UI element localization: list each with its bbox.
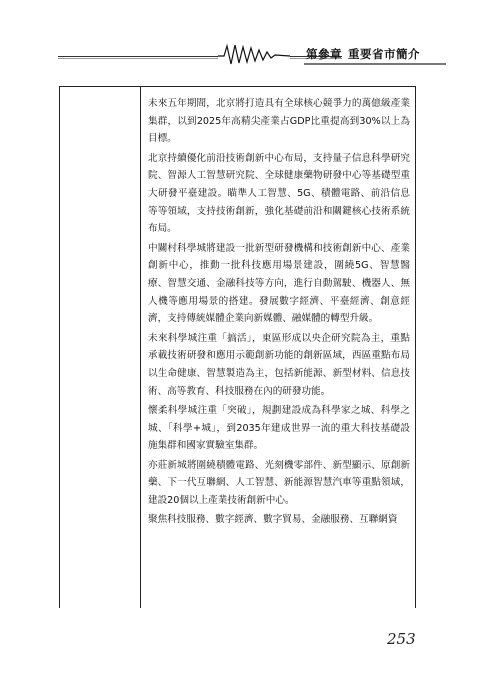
chapter-underline [304,63,446,65]
header-rule-secondary [58,58,342,59]
paragraph: 懷柔科學城注重「突破」，規劃建設成為科學家之城、科學之城、「科學+城」，到2035年建成世界一流的重大科技基礎設施集群和國家實驗室集群。 [148,404,410,452]
page-number: 253 [387,630,416,648]
paragraph: 亦莊新城將圍繞積體電路、光刻機零部件、新型顯示、原創新藥、下一代互聯網、人工智慧、新能源智慧汽車等重點領域，建設20個以上產業技術創新中心。 [148,459,410,506]
chapter-name: 重要省市簡介 [348,47,420,61]
paragraph: 未來科學城注重「搞活」，東區形成以央企研究院為主，重點承載技術研發和應用示範創新功能的創新區域，西區重點布局以生命健康、智慧製造為主，包括新能源、新型材料、信息技術、高等教育、科技服務在內的研發功能。 [148,332,410,397]
paragraph: 聚焦科技服務、數字經濟、數字貿易、金融服務、互聯網資 [148,514,398,526]
paragraph: 中關村科學城將建設一批新型研發機構和技術創新中心、產業創新中心，推動一批科技應用場景建設，圍繞5G、智慧醫療、智慧交通、金融科技等方向，進行自動駕駛、機器人、無人機等應用場景的搭建。發展數字經濟、平臺經濟、創意經濟，支持傳統媒體企業向新媒體、融媒體的轉型升級。 [148,242,410,325]
chapter-title [306,46,446,64]
paragraph: 北京持續優化前沿技術創新中心布局，支持量子信息科學研究院、智源人工智慧研究院、全球健康藥物研發中心等基礎型重大研發平臺建設。瞄準人工智慧、5G、積體電路、前沿信息等等領域，支持技術創新，強化基礎前沿和關鍵核心技術系統布局。 [148,152,410,235]
chapter-label: 第參章 [306,47,342,61]
paragraph: 未來五年期間，北京將打造具有全球核心競爭力的萬億級產業集群，以到2025年高精尖產業占GDP比重提高到30%以上為目標。 [148,98,410,145]
table-content-cell [148,95,410,530]
content-table [59,86,416,608]
running-header [0,42,480,66]
heartbeat-wave-icon [218,42,290,66]
header-rule [58,56,342,57]
table-column-divider [140,87,141,608]
